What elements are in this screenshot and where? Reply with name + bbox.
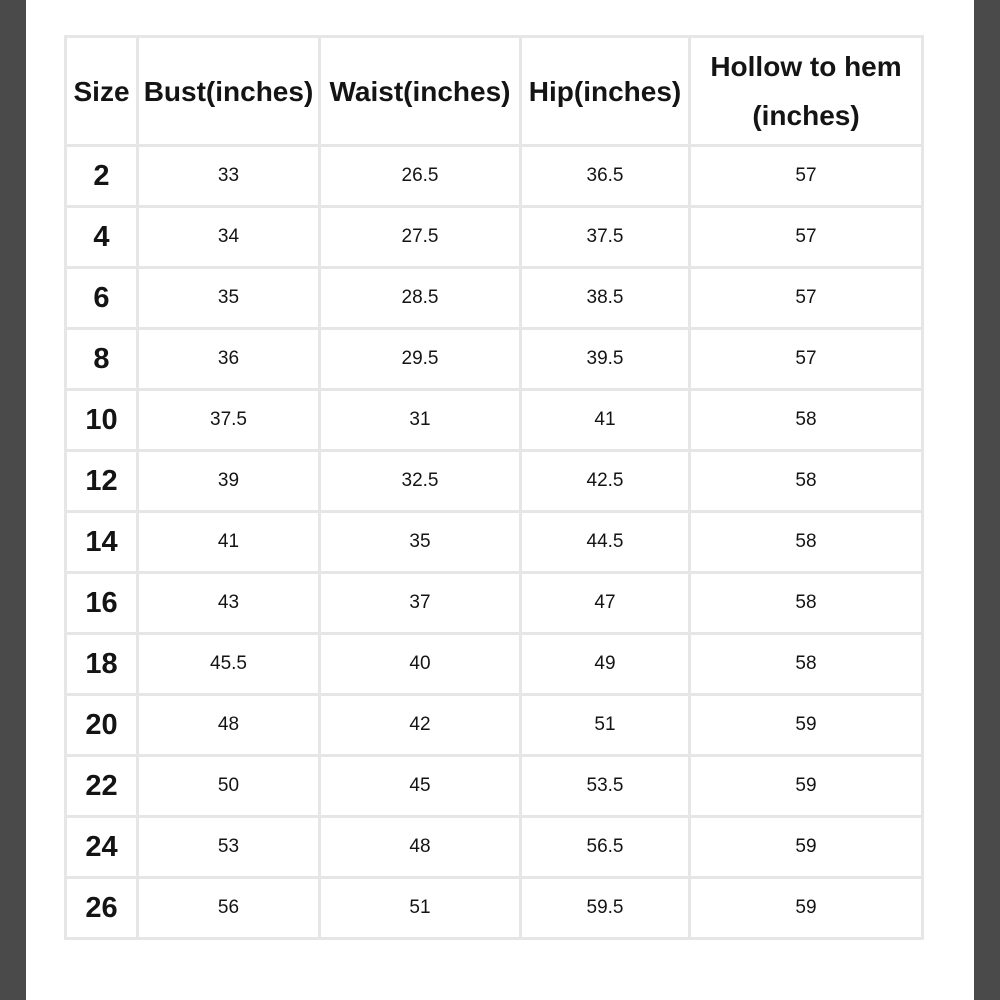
waist-cell: 45 xyxy=(320,756,521,817)
waist-cell: 40 xyxy=(320,634,521,695)
size-cell: 26 xyxy=(66,878,138,939)
table-row xyxy=(66,695,923,756)
table-row xyxy=(66,451,923,512)
table-row xyxy=(66,878,923,939)
bust-cell: 43 xyxy=(138,573,320,634)
table-row xyxy=(66,207,923,268)
header-waist: Waist(inches) xyxy=(320,37,521,146)
hip-cell: 44.5 xyxy=(521,512,690,573)
hip-cell: 37.5 xyxy=(521,207,690,268)
waist-cell: 48 xyxy=(320,817,521,878)
waist-cell: 27.5 xyxy=(320,207,521,268)
hollow-cell: 57 xyxy=(690,268,923,329)
bust-cell: 35 xyxy=(138,268,320,329)
table-row xyxy=(66,329,923,390)
waist-cell: 37 xyxy=(320,573,521,634)
page-content xyxy=(26,0,974,1000)
hip-cell: 38.5 xyxy=(521,268,690,329)
size-cell: 18 xyxy=(66,634,138,695)
size-cell: 20 xyxy=(66,695,138,756)
hollow-cell: 57 xyxy=(690,207,923,268)
hip-cell: 53.5 xyxy=(521,756,690,817)
bust-cell: 34 xyxy=(138,207,320,268)
table-row xyxy=(66,268,923,329)
bust-cell: 33 xyxy=(138,146,320,207)
waist-cell: 35 xyxy=(320,512,521,573)
header-hollow-line-2: (inches) xyxy=(752,100,860,131)
bust-cell: 36 xyxy=(138,329,320,390)
bust-cell: 56 xyxy=(138,878,320,939)
table-row xyxy=(66,573,923,634)
bust-cell: 50 xyxy=(138,756,320,817)
table-row xyxy=(66,817,923,878)
waist-cell: 31 xyxy=(320,390,521,451)
bust-cell: 53 xyxy=(138,817,320,878)
header-hollow-to-hem xyxy=(690,37,923,146)
waist-cell: 32.5 xyxy=(320,451,521,512)
hip-cell: 51 xyxy=(521,695,690,756)
header-hip: Hip(inches) xyxy=(521,37,690,146)
hollow-cell: 59 xyxy=(690,695,923,756)
hip-cell: 36.5 xyxy=(521,146,690,207)
hip-cell: 41 xyxy=(521,390,690,451)
table-row xyxy=(66,634,923,695)
size-cell: 8 xyxy=(66,329,138,390)
table-row xyxy=(66,756,923,817)
hollow-cell: 58 xyxy=(690,451,923,512)
bust-cell: 45.5 xyxy=(138,634,320,695)
table-body xyxy=(66,146,923,939)
size-cell: 24 xyxy=(66,817,138,878)
hip-cell: 56.5 xyxy=(521,817,690,878)
hip-cell: 39.5 xyxy=(521,329,690,390)
bust-cell: 39 xyxy=(138,451,320,512)
table-row xyxy=(66,390,923,451)
hip-cell: 49 xyxy=(521,634,690,695)
hollow-cell: 58 xyxy=(690,512,923,573)
bust-cell: 48 xyxy=(138,695,320,756)
size-cell: 14 xyxy=(66,512,138,573)
waist-cell: 28.5 xyxy=(320,268,521,329)
hollow-cell: 58 xyxy=(690,634,923,695)
size-cell: 2 xyxy=(66,146,138,207)
size-cell: 12 xyxy=(66,451,138,512)
hollow-cell: 58 xyxy=(690,390,923,451)
table-row xyxy=(66,512,923,573)
size-cell: 6 xyxy=(66,268,138,329)
waist-cell: 29.5 xyxy=(320,329,521,390)
size-chart-table xyxy=(64,35,924,940)
bust-cell: 41 xyxy=(138,512,320,573)
waist-cell: 42 xyxy=(320,695,521,756)
hollow-cell: 57 xyxy=(690,146,923,207)
waist-cell: 26.5 xyxy=(320,146,521,207)
hollow-cell: 59 xyxy=(690,756,923,817)
size-cell: 10 xyxy=(66,390,138,451)
waist-cell: 51 xyxy=(320,878,521,939)
bust-cell: 37.5 xyxy=(138,390,320,451)
hollow-cell: 57 xyxy=(690,329,923,390)
table-header-row xyxy=(66,37,923,146)
header-bust: Bust(inches) xyxy=(138,37,320,146)
size-cell: 4 xyxy=(66,207,138,268)
size-cell: 22 xyxy=(66,756,138,817)
hollow-cell: 58 xyxy=(690,573,923,634)
size-cell: 16 xyxy=(66,573,138,634)
hollow-cell: 59 xyxy=(690,817,923,878)
table-row xyxy=(66,146,923,207)
header-size: Size xyxy=(66,37,138,146)
hollow-cell: 59 xyxy=(690,878,923,939)
hip-cell: 47 xyxy=(521,573,690,634)
header-hollow-line-1: Hollow to hem xyxy=(710,51,902,82)
hip-cell: 42.5 xyxy=(521,451,690,512)
hip-cell: 59.5 xyxy=(521,878,690,939)
